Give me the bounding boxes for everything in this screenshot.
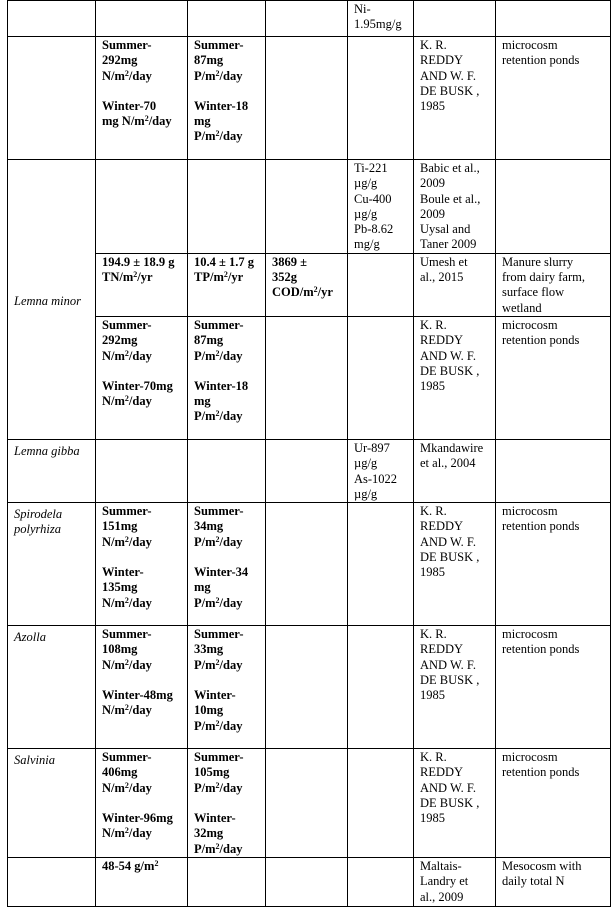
- species-cell: [8, 37, 96, 160]
- cell-line: Winter-70: [102, 98, 157, 113]
- species-cell: Azolla: [8, 626, 96, 749]
- metal-uptake-cell: [348, 749, 414, 858]
- cell-line: mg: [194, 394, 211, 409]
- phosphorus-removal-cell: [188, 316, 266, 439]
- cell-line: 1985: [420, 688, 445, 703]
- cell-line: $N/m^2$/day: [102, 68, 152, 83]
- cell-line: Mkandawire: [420, 440, 484, 455]
- cell-line: retention ponds: [502, 642, 580, 657]
- cell-line: 1985: [420, 565, 445, 580]
- cell-line: 2009: [420, 176, 445, 191]
- cell-line: wetland: [502, 300, 542, 315]
- cell-line: Ur-897: [354, 440, 390, 455]
- cell-line: [102, 673, 181, 688]
- phosphorus-removal-cell: [188, 857, 266, 906]
- phosphorus-removal-cell: [188, 253, 266, 316]
- reference-cell: [414, 857, 496, 906]
- table-row: [8, 316, 611, 439]
- table-row: [8, 626, 611, 749]
- cell-line: DE BUSK ,: [420, 550, 480, 565]
- phosphorus-removal-cell: [188, 37, 266, 160]
- cell-line: Manure slurry: [502, 254, 574, 269]
- notes-cell: [496, 1, 611, 37]
- cell-line: [194, 673, 259, 688]
- phosphorus-removal-cell: [188, 626, 266, 749]
- reference-cell: [414, 626, 496, 749]
- cell-line: µg/g: [354, 206, 378, 221]
- cell-line: 3869 ±: [272, 254, 307, 269]
- cell-line: $P/m^2$/day: [194, 129, 243, 144]
- cell-line: mg: [194, 580, 211, 595]
- notes-cell: [496, 857, 611, 906]
- phosphorus-removal-cell: [188, 439, 266, 502]
- cell-line: $N/m^2$/day: [102, 657, 152, 672]
- cell-line: K. R.: [420, 317, 447, 332]
- cell-line: 292mg: [102, 53, 138, 68]
- nitrogen-removal-cell: [96, 857, 188, 906]
- cell-line: DE BUSK ,: [420, 796, 480, 811]
- cell-line: mg/g: [354, 237, 380, 252]
- table-row: [8, 253, 611, 316]
- cell-line: AND W. F.: [420, 534, 476, 549]
- cell-line: Winter-48mg: [102, 688, 173, 703]
- cell-line: Umesh et: [420, 254, 468, 269]
- cell-line: 105mg: [194, 765, 230, 780]
- cell-line: Pb-8.62: [354, 222, 394, 237]
- cod-removal-cell: [266, 503, 348, 626]
- cell-line: $N/m^2$/day: [102, 780, 152, 795]
- cell-line: REDDY: [420, 642, 464, 657]
- cell-line: $N/m^2$/day: [102, 394, 152, 409]
- metal-uptake-cell: [348, 316, 414, 439]
- cell-line: Summer-: [194, 317, 244, 332]
- cell-line: Boule et al.,: [420, 191, 481, 206]
- notes-cell: [496, 439, 611, 502]
- cell-line: [194, 84, 259, 99]
- nitrogen-removal-cell: [96, 253, 188, 316]
- nitrogen-removal-cell: [96, 1, 188, 37]
- cell-line: retention ponds: [502, 333, 580, 348]
- reference-cell: [414, 439, 496, 502]
- cell-line: microcosm: [502, 317, 558, 332]
- cell-line: [194, 550, 259, 565]
- cell-line: REDDY: [420, 333, 464, 348]
- cell-line: Summer-: [194, 38, 244, 52]
- cell-line: $N/m^2$/day: [102, 703, 152, 718]
- cell-line: Summer-: [102, 317, 152, 332]
- cell-line: DE BUSK ,: [420, 363, 480, 378]
- cell-line: AND W. F.: [420, 657, 476, 672]
- reference-cell: [414, 749, 496, 858]
- cell-line: Winter-18: [194, 378, 249, 393]
- cell-line: 48-54 $g/m^2$: [102, 858, 159, 873]
- species-cell: Lemna minor: [8, 160, 96, 440]
- cell-line: mg: [194, 114, 211, 129]
- metal-uptake-cell: [348, 1, 414, 37]
- reference-cell: [414, 37, 496, 160]
- species-cell: [8, 857, 96, 906]
- cell-line: $P/m^2$/day: [194, 841, 243, 856]
- cell-line: 1.95mg/g: [354, 17, 402, 32]
- cell-line: Ni-: [354, 2, 371, 16]
- cell-line: DE BUSK ,: [420, 673, 480, 688]
- macrophyte-removal-table: [7, 0, 611, 907]
- notes-cell: [496, 749, 611, 858]
- cell-line: K. R.: [420, 504, 447, 519]
- cell-line: [102, 84, 181, 99]
- cell-line: K. R.: [420, 38, 447, 52]
- cell-line: 108mg: [102, 642, 138, 657]
- cell-line: Winter-18: [194, 98, 249, 113]
- cell-line: $TP/m^2/yr$: [194, 270, 244, 285]
- cell-line: 2009: [420, 206, 445, 221]
- phosphorus-removal-cell: [188, 1, 266, 37]
- cell-line: Winter-: [194, 688, 236, 703]
- cell-line: 10.4 ± 1.7 g: [194, 254, 254, 269]
- cell-line: [102, 550, 181, 565]
- phosphorus-removal-cell: [188, 749, 266, 858]
- cell-line: 87mg: [194, 53, 224, 68]
- cell-line: surface flow: [502, 285, 565, 300]
- cell-line: $N/m^2$/day: [102, 534, 152, 549]
- cell-line: REDDY: [420, 53, 464, 68]
- cell-line: Mesocosm with: [502, 858, 582, 873]
- notes-cell: [496, 626, 611, 749]
- reference-cell: [414, 503, 496, 626]
- metal-uptake-cell: [348, 439, 414, 502]
- cod-removal-cell: [266, 749, 348, 858]
- cell-line: microcosm: [502, 38, 558, 52]
- notes-cell: [496, 160, 611, 254]
- nitrogen-removal-cell: [96, 160, 188, 254]
- metal-uptake-cell: [348, 626, 414, 749]
- nitrogen-removal-cell: [96, 316, 188, 439]
- cell-line: REDDY: [420, 519, 464, 534]
- cell-line: Summer-: [102, 504, 152, 519]
- cell-line: 33mg: [194, 642, 224, 657]
- metal-uptake-cell: [348, 857, 414, 906]
- table-row: [8, 37, 611, 160]
- cod-removal-cell: [266, 253, 348, 316]
- cell-line: COD/$m^2/yr$: [272, 285, 333, 300]
- cell-line: µg/g: [354, 456, 378, 471]
- cell-line: Winter-96mg: [102, 811, 173, 826]
- cell-line: 151mg: [102, 519, 138, 534]
- cell-line: Summer-: [194, 750, 244, 765]
- cell-line: Summer-: [194, 627, 244, 642]
- cod-removal-cell: [266, 160, 348, 254]
- cell-line: Ti-221: [354, 161, 388, 175]
- cell-line: AND W. F.: [420, 780, 476, 795]
- cell-line: retention ponds: [502, 765, 580, 780]
- cell-line: $P/m^2$/day: [194, 348, 243, 363]
- cell-line: AND W. F.: [420, 348, 476, 363]
- cell-line: AND W. F.: [420, 68, 476, 83]
- cell-line: $N/m^2$/day: [102, 826, 152, 841]
- cell-line: 32mg: [194, 826, 224, 841]
- nitrogen-removal-cell: [96, 749, 188, 858]
- notes-cell: [496, 503, 611, 626]
- cell-line: $P/m^2$/day: [194, 780, 243, 795]
- cell-line: 406mg: [102, 765, 138, 780]
- cell-line: $P/m^2$/day: [194, 718, 243, 733]
- cell-line: 135mg: [102, 580, 138, 595]
- cell-line: Winter-: [102, 565, 144, 580]
- cell-line: 352g: [272, 270, 297, 285]
- cell-line: Summer-: [102, 627, 152, 642]
- cell-line: Summer-: [102, 38, 152, 52]
- species-cell: Salvinia: [8, 749, 96, 858]
- cell-line: Summer-: [102, 750, 152, 765]
- phosphorus-removal-cell: [188, 503, 266, 626]
- table-row: [8, 160, 611, 254]
- cod-removal-cell: [266, 1, 348, 37]
- cell-line: al., 2015: [420, 270, 464, 285]
- cell-line: retention ponds: [502, 53, 580, 68]
- cell-line: $P/m^2$/day: [194, 68, 243, 83]
- cell-line: Babic et al.,: [420, 161, 480, 175]
- cell-line: 1985: [420, 811, 445, 826]
- cell-line: [194, 796, 259, 811]
- cell-line: $P/m^2$/day: [194, 595, 243, 610]
- cell-line: $TN/m^2/yr$: [102, 270, 153, 285]
- table-row: [8, 749, 611, 858]
- table-row: [8, 439, 611, 502]
- cod-removal-cell: [266, 857, 348, 906]
- cell-line: 10mg: [194, 703, 224, 718]
- cell-line: K. R.: [420, 750, 447, 765]
- cell-line: microcosm: [502, 627, 558, 642]
- table-row: [8, 1, 611, 37]
- cell-line: Taner 2009: [420, 237, 477, 252]
- nitrogen-removal-cell: [96, 626, 188, 749]
- notes-cell: [496, 37, 611, 160]
- species-cell: Spirodela polyrhiza: [8, 503, 96, 626]
- cell-line: retention ponds: [502, 519, 580, 534]
- cell-line: Maltais-: [420, 858, 462, 873]
- cell-line: [102, 364, 181, 379]
- cell-line: $N/m^2$/day: [102, 595, 152, 610]
- cell-line: µg/g: [354, 176, 378, 191]
- cell-line: REDDY: [420, 765, 464, 780]
- metal-uptake-cell: [348, 160, 414, 254]
- species-cell: [8, 1, 96, 37]
- table-row: [8, 857, 611, 906]
- cell-line: K. R.: [420, 627, 447, 642]
- cod-removal-cell: [266, 439, 348, 502]
- nitrogen-removal-cell: [96, 37, 188, 160]
- cell-line: [194, 364, 259, 379]
- cell-line: $N/m^2$/day: [102, 348, 152, 363]
- cell-line: 1985: [420, 379, 445, 394]
- cell-line: 34mg: [194, 519, 224, 534]
- cell-line: $P/m^2$/day: [194, 534, 243, 549]
- cell-line: from dairy farm,: [502, 270, 585, 285]
- cod-removal-cell: [266, 316, 348, 439]
- table-row: [8, 503, 611, 626]
- cell-line: daily total N: [502, 874, 565, 889]
- reference-cell: [414, 316, 496, 439]
- cell-line: As-1022: [354, 471, 398, 486]
- cell-line: mg $N/m^2$/day: [102, 114, 172, 129]
- species-cell: Lemna gibba: [8, 439, 96, 502]
- cell-line: 1985: [420, 99, 445, 114]
- cell-line: Winter-70mg: [102, 378, 173, 393]
- cell-line: et al., 2004: [420, 456, 476, 471]
- cod-removal-cell: [266, 37, 348, 160]
- reference-cell: [414, 253, 496, 316]
- cell-line: DE BUSK ,: [420, 83, 480, 98]
- cell-line: [102, 796, 181, 811]
- phosphorus-removal-cell: [188, 160, 266, 254]
- cell-line: Winter-34: [194, 565, 249, 580]
- metal-uptake-cell: [348, 253, 414, 316]
- cell-line: al., 2009: [420, 889, 464, 904]
- nitrogen-removal-cell: [96, 503, 188, 626]
- cell-line: 87mg: [194, 333, 224, 348]
- cell-line: µg/g: [354, 486, 378, 501]
- cell-line: Summer-: [194, 504, 244, 519]
- cell-line: 194.9 ± 18.9 g: [102, 254, 175, 269]
- notes-cell: [496, 316, 611, 439]
- cell-line: Winter-: [194, 811, 236, 826]
- metal-uptake-cell: [348, 37, 414, 160]
- cell-line: Uysal and: [420, 222, 471, 237]
- metal-uptake-cell: [348, 503, 414, 626]
- reference-cell: [414, 160, 496, 254]
- cell-line: Landry et: [420, 874, 469, 889]
- reference-cell: [414, 1, 496, 37]
- cell-line: 292mg: [102, 333, 138, 348]
- cell-line: Cu-400: [354, 191, 392, 206]
- cod-removal-cell: [266, 626, 348, 749]
- notes-cell: [496, 253, 611, 316]
- cell-line: microcosm: [502, 504, 558, 519]
- cell-line: $P/m^2$/day: [194, 409, 243, 424]
- cell-line: microcosm: [502, 750, 558, 765]
- nitrogen-removal-cell: [96, 439, 188, 502]
- cell-line: $P/m^2$/day: [194, 657, 243, 672]
